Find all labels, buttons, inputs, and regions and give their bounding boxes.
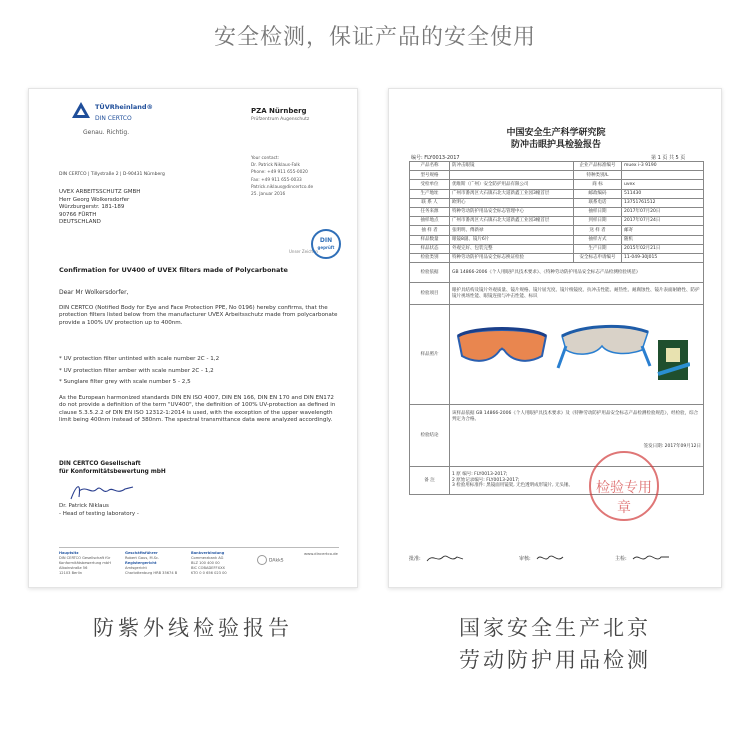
- field-label: 受检单位: [410, 180, 450, 189]
- table-row: [410, 226, 704, 235]
- table-row: [410, 253, 704, 262]
- field-value: 广州市番禺区大石镇石北大道新鑫工业园3幢首层: [450, 189, 574, 198]
- footer-line: Charlottenburg HRB 35674 B: [125, 571, 178, 575]
- sender-line: DIN CERTCO | Tillystraße 2 | D-90431 Nürnberg: [59, 172, 165, 177]
- footer-line: Robert Gaus, M.Sc.: [125, 556, 160, 560]
- field-label: 邮政编码: [574, 189, 622, 198]
- table-row: [410, 189, 704, 198]
- signature-icon: [67, 481, 137, 503]
- footer-line: BLZ 100 400 00: [191, 561, 220, 565]
- field-value: 广州市番禺区大石镇石北大道新鑫工业园3幢首层: [450, 217, 574, 226]
- issuing-organisation: [59, 461, 166, 476]
- footer-line: Konformitätsbewertung mbH: [59, 561, 111, 565]
- salutation: Dear Mr Wolkersdorfer,: [59, 289, 129, 296]
- field-value: 外观完好、包装完整: [450, 244, 574, 253]
- din-geprueft-seal-icon: [311, 229, 341, 259]
- report-number: 编号: FLY0013-2017: [411, 155, 460, 161]
- items-value: 眼护具结构及镜片外观质量、镜片规格、镜片屈光度、镜片棱镜度、抗冲击性能、耐热性、耐腐蚀性、镜片表面耐磨性、防护镜片视场性能、眼镜连接与冲击性能、标识: [450, 283, 704, 305]
- field-label: 企业产品标准编号: [574, 162, 622, 171]
- field-label: 抽样地点: [410, 217, 450, 226]
- footer-line: BIC COBADEFFXXX: [191, 566, 225, 570]
- field-value: 欧明心: [450, 198, 574, 207]
- footer-column-management: [125, 551, 177, 576]
- approve-label: 批准:: [409, 556, 421, 562]
- glasses-case-icon: [656, 334, 690, 384]
- footer-heading: Registergericht: [125, 561, 157, 565]
- field-label: 样品状态: [410, 244, 450, 253]
- letter-date: 25. Januar 2016: [251, 192, 286, 198]
- field-value: 防冲击眼镜: [450, 162, 574, 171]
- footer-heading: Geschäftsführer: [125, 551, 158, 555]
- caption-line: 劳动防护用品检测: [459, 648, 651, 672]
- caption-line: 国家安全生产北京: [459, 616, 651, 640]
- items-label: 检验项目: [410, 283, 450, 305]
- field-value: 2015年02月21日: [622, 244, 704, 253]
- address-line: DEUTSCHLAND: [59, 219, 101, 225]
- field-label: 型号规格: [410, 171, 450, 180]
- table-row: [410, 180, 704, 189]
- field-value: 11-049-30J015: [622, 253, 704, 262]
- review-label: 审核:: [519, 556, 531, 562]
- field-label: 样品数量: [410, 235, 450, 244]
- footer-divider: [59, 547, 339, 548]
- confirmation-title: Confirmation for UV400 of UVEX filters made of Polycarbonate: [59, 266, 288, 274]
- field-label: 送 样 者: [574, 226, 622, 235]
- table-row: [410, 217, 704, 226]
- signer-name: Dr. Patrick Niklaus: [59, 503, 109, 509]
- contact-line: Fax: +49 911 655-0033: [251, 177, 302, 183]
- footer-column-hq: [59, 551, 111, 576]
- list-item: * UV protection filter untinted with scale number 2C - 1,2: [59, 356, 220, 362]
- field-label: 产品名称: [410, 162, 450, 171]
- address-line: 90766 FÜRTH: [59, 211, 97, 218]
- footer-line: Commerzbank AG: [191, 556, 224, 560]
- din-certco-certificate[interactable]: [28, 88, 358, 588]
- tuv-triangle-logo-icon: [71, 101, 91, 119]
- footer-heading: Hauptsitz: [59, 551, 79, 555]
- pza-title: PZA Nürnberg: [251, 107, 307, 115]
- tuv-logo-name: TÜVRheinland®: [95, 103, 154, 111]
- field-label: 抽 样 者: [410, 226, 450, 235]
- recipient-address: [59, 189, 140, 227]
- field-value: 特种劳动防护用品安全标志管理中心: [450, 207, 574, 216]
- field-label: 联系电话: [574, 198, 622, 207]
- field-label: 商 标: [574, 180, 622, 189]
- pza-subtitle: Prüfzentrum Augenschutz: [251, 117, 310, 122]
- seal-label: 检验专用章: [596, 480, 652, 516]
- table-row: [410, 171, 704, 180]
- footer-column-bank: [191, 551, 227, 576]
- remark-line: 3 检验用标准件: 黑镜面用镜架, 无色透明成形镜片, 无头锤。: [452, 483, 573, 489]
- footer-line: KTO 0 0 656 023 00: [191, 571, 227, 575]
- table-row: [410, 162, 704, 171]
- field-value: 随机: [622, 235, 704, 244]
- address-line: Würzburgerstr. 181-189: [59, 204, 125, 210]
- signer-role: - Head of testing laboratory -: [59, 510, 139, 517]
- field-label: 检验类别: [410, 253, 450, 262]
- safety-glasses-front-icon: [454, 322, 550, 372]
- contact-block: [251, 155, 313, 198]
- dakks-ring-icon: [257, 555, 267, 565]
- page-headline: 安全检测，保证产品的安全使用: [213, 25, 536, 50]
- contact-line: Phone: +49 911 655-0020: [251, 170, 308, 176]
- contact-line: Your contact:: [251, 156, 280, 161]
- table-row: [410, 244, 704, 253]
- remark-line: 2 原始记录编号: FLY0013-2017;: [452, 477, 520, 483]
- basis-label: 检验依据: [410, 263, 450, 283]
- seal-text: DIN: [319, 237, 333, 244]
- paragraph-standards: As the European harmonized standards DIN EN ISO 4007, DIN EN 166, DIN EN 170 and DIN EN172 do not provide a definition of the term "UV400", the definition of 100% UV-protection as defined in clause 5.3.5.2.2 of DIN EN ISO 12312-1:2014 is used, with the exception of the upper wavelength limit being 400nm instead of 380nm. The spectral transmittance data were analyzed accordingly.: [59, 395, 336, 424]
- report-table: [409, 161, 704, 495]
- field-label: 抽样方式: [574, 235, 622, 244]
- conclusion-cell: [450, 405, 704, 467]
- report-institute: 中国安全生产科学研究院: [506, 128, 606, 138]
- footer-line: 12103 Berlin: [59, 571, 83, 575]
- field-label: 联 系 人: [410, 198, 450, 207]
- footer-line: DIN CERTCO Gesellschaft für: [59, 556, 111, 560]
- contact-line: Patrick.niklaus@dincertco.de: [251, 184, 314, 190]
- field-label: 生产日期: [574, 244, 622, 253]
- table-row: [410, 235, 704, 244]
- field-value: uvex: [622, 180, 704, 189]
- chief-label: 主检:: [615, 556, 627, 562]
- table-row: [410, 207, 704, 216]
- field-label: 任务来源: [410, 207, 450, 216]
- org-line: DIN CERTCO Gesellschaft: [59, 461, 141, 467]
- address-line: Herr Georg Wolkersdorfer: [59, 196, 130, 203]
- field-label: 到样日期: [574, 217, 622, 226]
- address-line: UVEX ARBEITSSCHUTZ GMBH: [59, 189, 141, 195]
- field-value: 邮寄: [622, 226, 704, 235]
- dakks-label: DAkkS: [269, 558, 284, 564]
- remark-line: 1 原 编号: FLY0013-2017;: [452, 472, 508, 478]
- sample-photos: [450, 305, 704, 405]
- reviewer-signature-icon: [535, 551, 565, 565]
- field-value: [622, 171, 704, 180]
- field-value: 张明明、傅新禄: [450, 226, 574, 235]
- din-certco-mark: DIN CERTCO: [95, 115, 132, 122]
- field-value: [450, 171, 574, 180]
- signer-block: [59, 503, 139, 518]
- field-label: 特种类别/L: [574, 171, 622, 180]
- photo-label: 样品照片: [410, 305, 450, 405]
- sign-date: 签发日期: 2017年09月12日: [643, 444, 701, 450]
- conclusion-label: 检验结论: [410, 405, 450, 467]
- caption-uv-report: 防紫外线检验报告: [93, 616, 293, 640]
- field-value: 2017年07月24日: [622, 217, 704, 226]
- list-item: * Sunglare filter grey with scale number 5 - 2,5: [59, 379, 191, 385]
- contact-line: Dr. Patrick Niklaus-Falk: [251, 163, 300, 169]
- list-item: * UV protection filter amber with scale number 2C - 1,2: [59, 367, 214, 374]
- report-page: 第 1 页 共 5 页: [651, 155, 686, 161]
- lab-test-report[interactable]: [388, 88, 722, 588]
- field-value: 优唯斯（广州）安全防护用品有限公司: [450, 180, 574, 189]
- website-link[interactable]: www.dincertco.de: [304, 551, 338, 556]
- field-value: 13751761512: [622, 198, 704, 207]
- approver-signature-icon: [425, 551, 465, 565]
- org-line: für Konformitätsbewertung mbH: [59, 468, 166, 475]
- seal-note: Unser Zeichen: [289, 249, 318, 254]
- tuv-slogan: Genau. Richtig.: [83, 129, 130, 136]
- footer-heading: Bankverbindung: [191, 551, 225, 555]
- footer-line: Alboinstraße 56: [59, 566, 88, 570]
- field-label: 抽样日期: [574, 207, 622, 216]
- remark-cell: [450, 467, 704, 495]
- footer-line: Amtsgericht: [125, 566, 147, 570]
- field-value: 眼镜8副、镜片6片: [450, 235, 574, 244]
- field-value: 2017年07月20日: [622, 207, 704, 216]
- dakks-badge: [257, 555, 284, 565]
- caption-lab-report: [388, 612, 722, 676]
- conclusion-text: 该样品依据 GB 14866-2006《个人用眼护具技术要求》及《特种劳动防护用品安全标志产品检测检验规范》，经检验，综合判定为合格。: [452, 411, 699, 422]
- paragraph-confirmation: DIN CERTCO (Notified Body for Eye and Face Protection PPE, No 0196) hereby confirms, that the protection filters listed below from the manufacturer UVEX Arbeitsschutz made from polycarbonate provide a 100% UV protection up to 400nm.: [59, 305, 338, 326]
- field-value: muex i-3 9190: [622, 162, 704, 171]
- field-value: 特种劳动防护用品安全标志换证检验: [450, 253, 574, 262]
- safety-glasses-side-icon: [556, 316, 652, 372]
- table-row: [410, 198, 704, 207]
- remark-label: 备 注: [410, 467, 450, 495]
- field-label: 生产地址: [410, 189, 450, 198]
- signature-row: [409, 551, 703, 567]
- basis-value: GB 14866-2006《个人用眼护具技术要求》、《特种劳动防护用品安全标志产品检测检验规范》: [450, 263, 704, 283]
- field-label: 安全标志申请编号: [574, 253, 622, 262]
- field-value: 511430: [622, 189, 704, 198]
- seal-subtext: geprüft: [317, 245, 335, 250]
- inspection-seal-icon: [589, 451, 659, 521]
- filter-list: [59, 354, 219, 389]
- report-name: 防冲击眼护具检验报告: [510, 140, 601, 150]
- report-title: [389, 127, 722, 151]
- inspector-signature-icon: [631, 551, 671, 565]
